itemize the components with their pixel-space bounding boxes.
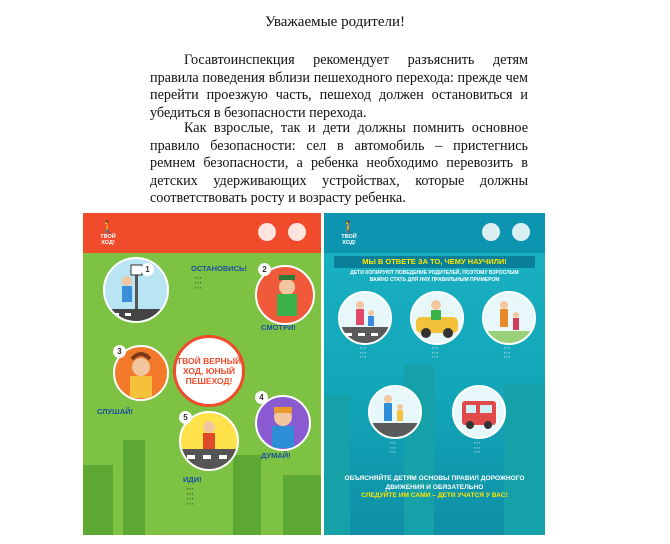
poster-right xyxy=(324,213,545,535)
brand-logo xyxy=(93,221,123,246)
paragraph-recommendation: Госавтоинспекция рекомендует разъяснить детям правила поведения вблизи пешеходного перехода: прежде чем перейти проезжую часть, пешеход должен остановиться и убедиться в безопасности перехода. xyxy=(150,52,528,121)
city-silhouette xyxy=(324,335,545,535)
pedestrian-icon: 🚶 xyxy=(99,220,117,235)
caption: ▪ ▪ ▪ ▪ ▪ ▪ ▪ ▪ ▪ xyxy=(432,346,438,360)
step3-label: СЛУШАЙ! xyxy=(97,407,133,416)
document-title: Уважаемые родители! xyxy=(264,14,406,30)
step2-label: СМОТРИ! xyxy=(261,323,296,332)
brand-text: ТВОЙ ХОД! xyxy=(341,234,357,246)
right-subheadline: ДЕТИ КОПИРУЮТ ПОВЕДЕНИЕ РОДИТЕЛЕЙ, ПОЭТОМУ ВЗРОСЛЫМ ВАЖНО СТАТЬ ДЛЯ НИХ ПРАВИЛЬНЫМ ПРИМЕРОМ xyxy=(350,270,519,283)
caption: ▪ ▪ ▪ ▪ ▪ ▪ ▪ ▪ ▪ xyxy=(360,346,366,360)
scene-crossing-illustration xyxy=(338,291,392,345)
emblem-icon xyxy=(512,223,530,241)
step-number: 1 xyxy=(141,263,154,276)
step1-label: ОСТАНОВИСЬ! xyxy=(191,264,247,273)
scene-stop-illustration xyxy=(368,385,422,439)
right-footer xyxy=(338,475,531,501)
poster-left-header xyxy=(83,213,321,253)
caption: ▪ ▪ ▪ ▪ ▪ ▪ ▪ ▪ ▪ xyxy=(474,441,480,455)
step5-label: ИДИ! xyxy=(183,475,202,484)
emblem-icon xyxy=(288,223,306,241)
footer-line2: СЛЕДУЙТЕ ИМ САМИ – ДЕТИ УЧАТСЯ У ВАС! xyxy=(361,492,508,499)
poster-left xyxy=(83,213,321,535)
right-headline: МЫ В ОТВЕТЕ ЗА ТО, ЧЕМУ НАУЧИЛИ! xyxy=(334,256,535,268)
scene-bus-illustration xyxy=(452,385,506,439)
step-number: 5 xyxy=(179,411,192,424)
poster-right-header xyxy=(324,213,545,253)
footer-line1: ОБЪЯСНЯЙТЕ ДЕТЯМ ОСНОВЫ ПРАВИЛ ДОРОЖНОГО ДВИЖЕНИЯ И ОБЯЗАТЕЛЬНО xyxy=(344,475,525,491)
step1-text: ▪ ▪ ▪ ▪ ▪ ▪ ▪ ▪ ▪ xyxy=(195,275,202,290)
emblem-icon xyxy=(482,223,500,241)
scene-car-seat-illustration xyxy=(410,291,464,345)
brand-logo xyxy=(334,221,364,246)
center-slogan: ТВОЙ ВЕРНЫЙ ХОД, ЮНЫЙ ПЕШЕХОД! xyxy=(173,335,245,407)
emblem-icon xyxy=(258,223,276,241)
pedestrian-icon: 🚶 xyxy=(340,220,358,235)
step-number: 2 xyxy=(258,263,271,276)
caption: ▪ ▪ ▪ ▪ ▪ ▪ ▪ ▪ ▪ xyxy=(504,346,510,360)
step5-text: ▪ ▪ ▪ ▪ ▪ ▪ ▪ ▪ ▪ ▪ ▪ ▪ xyxy=(187,486,194,506)
step-number: 3 xyxy=(113,345,126,358)
step-number: 4 xyxy=(255,391,268,404)
step4-label: ДУМАЙ! xyxy=(261,451,291,460)
caption: ▪ ▪ ▪ ▪ ▪ ▪ ▪ ▪ ▪ xyxy=(390,441,396,455)
brand-text: ТВОЙ ХОД! xyxy=(100,234,116,246)
step1-illustration xyxy=(103,257,169,323)
scene-walking-illustration xyxy=(482,291,536,345)
paragraph-safety-rule: Как взрослые, так и дети должны помнить основное правило безопасности: сел в автомобиль – пристегнись ремнем безопасности, а ребенка необходимо перевозить в детских удерживающих устройствах, которые должны соответствовать росту и возрасту ребенка. xyxy=(150,120,528,206)
